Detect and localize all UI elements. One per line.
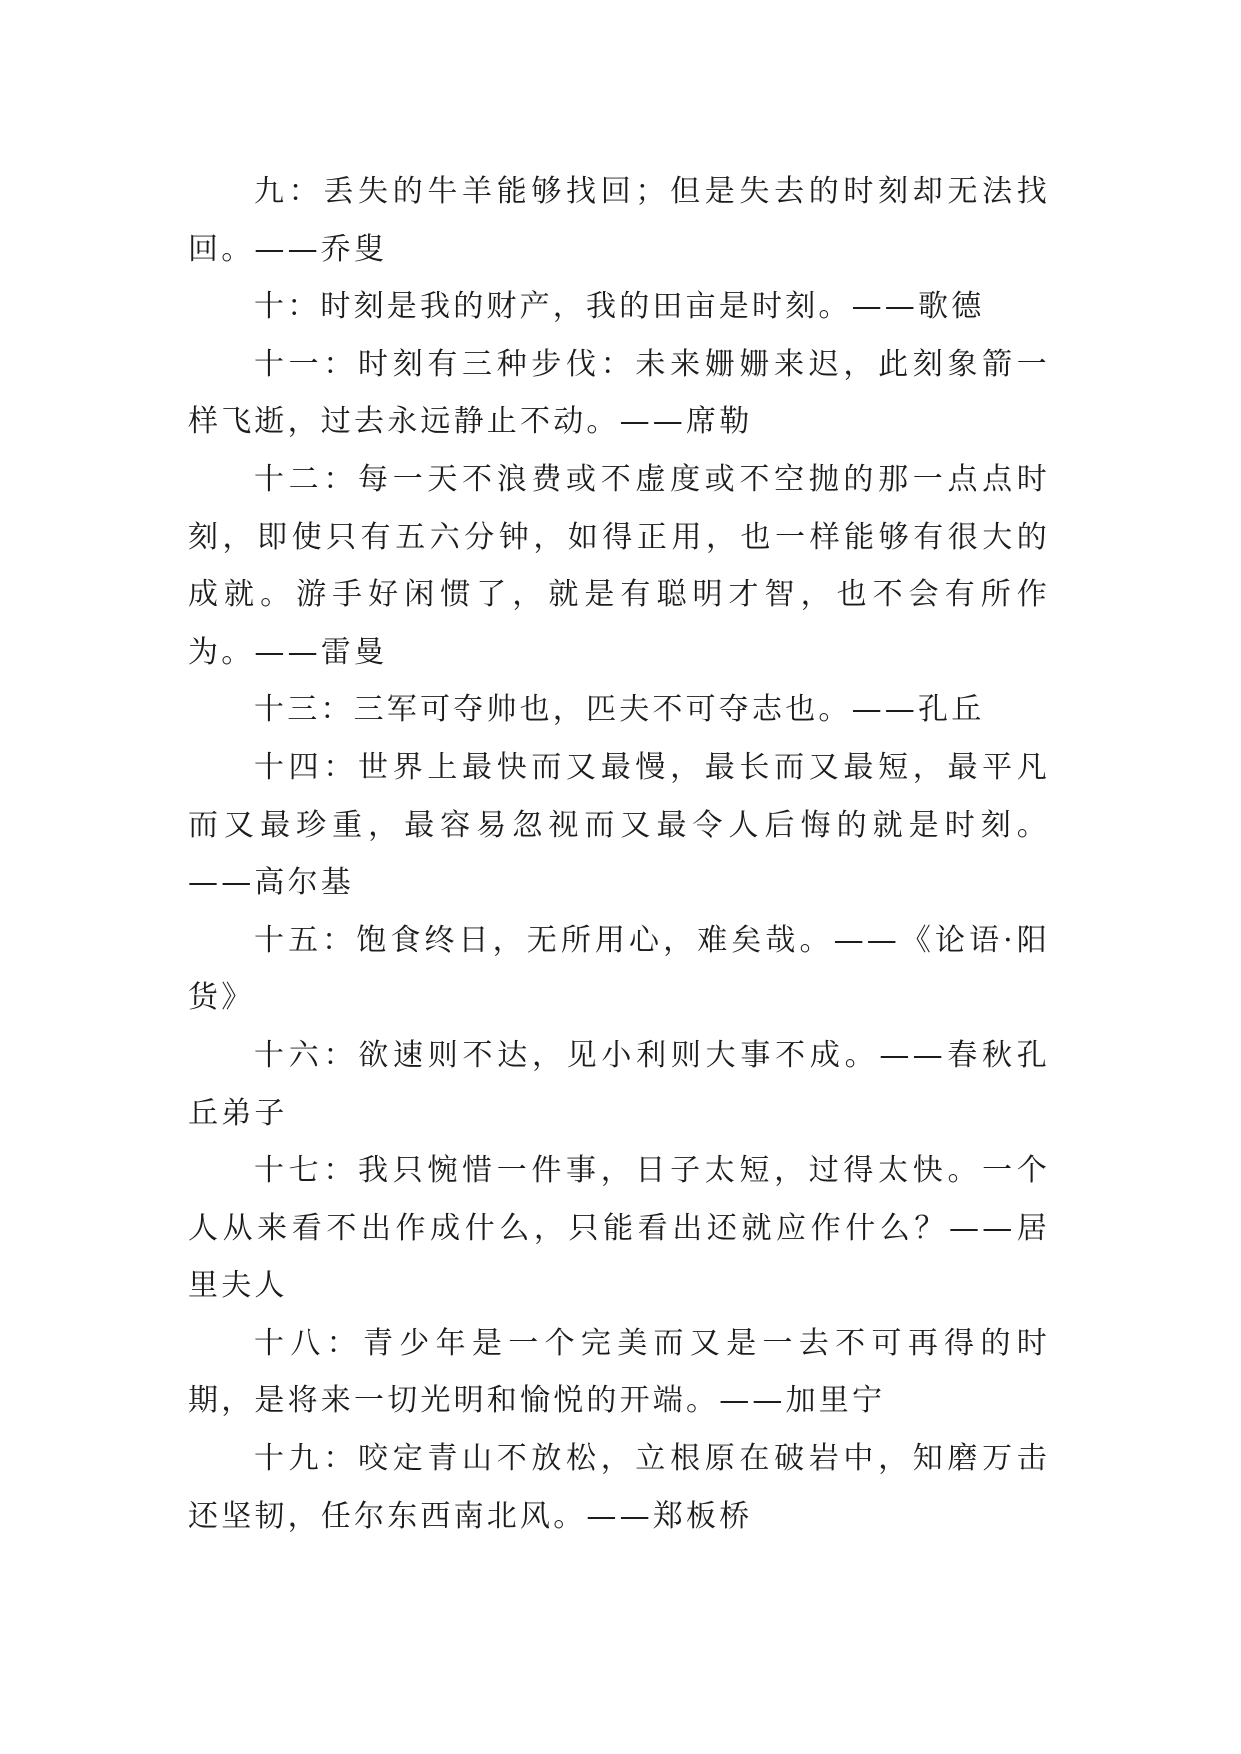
quote-paragraph-14: 十四：世界上最快而又最慢，最长而又最短，最平凡而又最珍重，最容易忽视而又最令人后悔的就是时刻。——高尔基: [188, 749, 1050, 901]
quote-paragraph-17: 十七：我只惋惜一件事，日子太短，过得太快。一个人从来看不出作成什么，只能看出还就应作什么？——居里夫人: [188, 1153, 1050, 1304]
quote-paragraph-11: 十一：时刻有三种步伐：未来姗姗来迟，此刻象箭一样飞逝，过去永远静止不动。——席勒: [188, 346, 1050, 440]
quote-paragraph-16: 十六：欲速则不达，见小利则大事不成。——春秋孔丘弟子: [188, 1037, 1050, 1131]
quote-paragraph-12: 十二：每一天不浪费或不虚度或不空抛的那一点点时刻，即使只有五六分钟，如得正用，也一样能够有很大的成就。游手好闲惯了，就是有聪明才智，也不会有所作为。——雷曼: [188, 461, 1050, 670]
quote-paragraph-19: 十九：咬定青山不放松，立根原在破岩中，知磨万击还坚韧，任尔东西南北风。——郑板桥: [188, 1441, 1050, 1534]
quote-paragraph-13: 十三：三军可夺帅也，匹夫不可夺志也。——孔丘: [254, 692, 985, 728]
quote-paragraph-18: 十八：青少年是一个完美而又是一去不可再得的时期，是将来一切光明和愉悦的开端。——加里宁: [188, 1325, 1050, 1419]
document-body: [188, 163, 1050, 1545]
quote-paragraph-10: 十：时刻是我的财产，我的田亩是时刻。——歌德: [254, 289, 985, 325]
quote-paragraph-15: 十五：饱食终日，无所用心，难矣哉。——《论语·阳货》: [188, 922, 1050, 1016]
quote-paragraph-9: 九：丢失的牛羊能够找回；但是失去的时刻却无法找回。——乔叟: [188, 174, 1050, 267]
